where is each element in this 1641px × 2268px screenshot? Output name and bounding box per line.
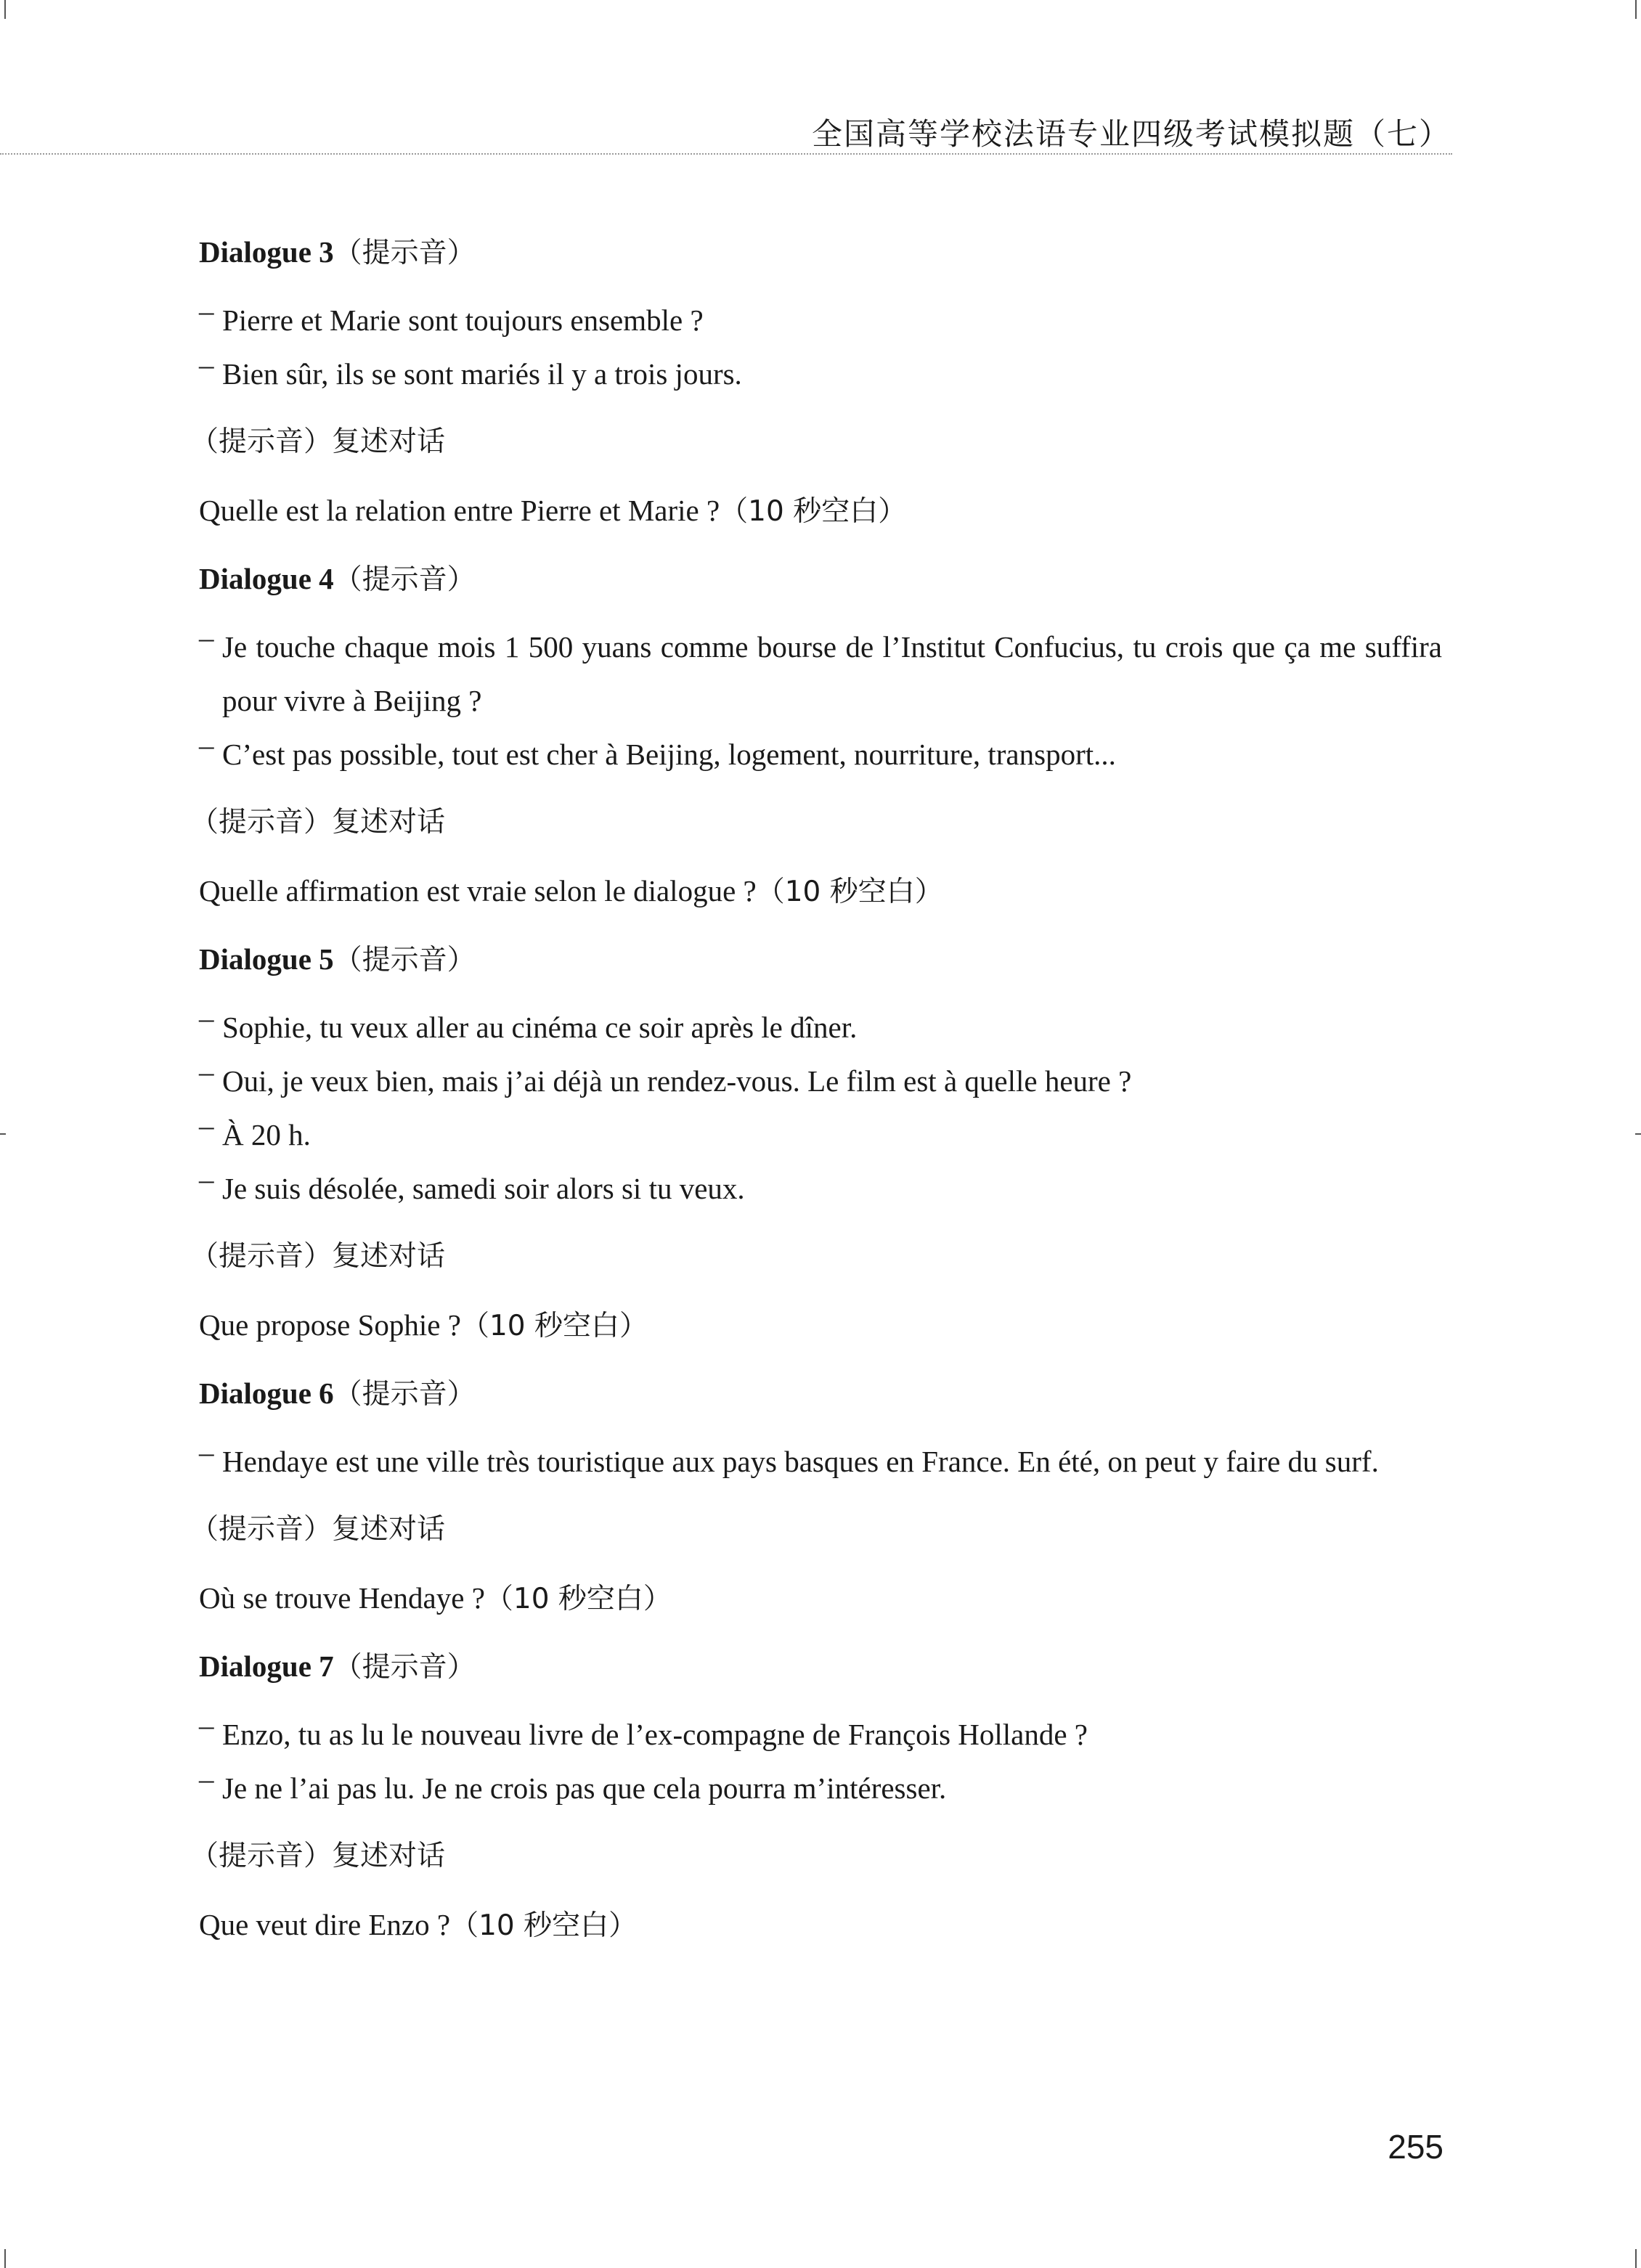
question: Où se trouve Hendaye ?（10 秒空白）	[199, 1581, 672, 1615]
repeat-cue: （提示音）复述对话	[190, 1513, 446, 1546]
dialogue-title: Dialogue 7（提示音）	[199, 1649, 476, 1684]
crop-mark-bottom-right	[1635, 2249, 1637, 2268]
dialogue-title: Dialogue 3（提示音）	[199, 235, 476, 269]
dialogue-title: Dialogue 5（提示音）	[199, 942, 476, 976]
dialogue-line: – Je ne l’ai pas lu. Je ne crois pas que cela pourra m’intéresser.	[199, 1762, 947, 1805]
dialogue-line: – Sophie, tu veux aller au cinéma ce soir après le dîner.	[199, 1001, 858, 1044]
question: Que veut dire Enzo ?（10 秒空白）	[199, 1908, 638, 1942]
repeat-cue: （提示音）复述对话	[190, 425, 446, 458]
page-number: 255	[1388, 2128, 1443, 2166]
running-head: 全国高等学校法语专业四级考试模拟题（七）	[811, 116, 1451, 152]
dialogue-line: – À 20 h.	[199, 1109, 311, 1151]
side-mark-right	[1635, 1133, 1641, 1135]
side-mark-left	[0, 1133, 6, 1135]
dialogue-line: – Enzo, tu as lu le nouveau livre de l’ex-compagne de François Hollande ?	[199, 1708, 1088, 1751]
crop-mark-bottom-left	[4, 2249, 6, 2268]
dialogue-line: – Hendaye est une ville très touristique aux pays basques en France. En été, on peut y faire du surf.	[199, 1435, 1379, 1478]
dialogue-list	[190, 225, 1442, 1951]
crop-mark-top-right	[1635, 0, 1637, 19]
dialogue-line: – Bien sûr, ils se sont mariés il y a trois jours.	[199, 348, 742, 391]
crop-mark-top-left	[4, 0, 6, 19]
header-dotted-rule	[0, 153, 1452, 155]
dialogue-title: Dialogue 6（提示音）	[199, 1376, 476, 1411]
dialogue-line: – Je touche chaque mois 1 500 yuans comme bourse de l’Institut Confucius, tu crois que ça me suffira pour vivre à Beijing ?	[199, 621, 1442, 717]
dialogue-line: – C’est pas possible, tout est cher à Beijing, logement, nourriture, transport...	[199, 728, 1116, 771]
question: Quelle est la relation entre Pierre et Marie ?（10 秒空白）	[199, 494, 907, 528]
dialogue-line: – Oui, je veux bien, mais j’ai déjà un rendez-vous. Le film est à quelle heure ?	[199, 1055, 1132, 1098]
dialogue-line: – Je suis désolée, samedi soir alors si tu veux.	[199, 1162, 745, 1205]
repeat-cue: （提示音）复述对话	[190, 1840, 446, 1872]
dialogue-title: Dialogue 4（提示音）	[199, 562, 476, 596]
question: Que propose Sophie ?（10 秒空白）	[199, 1308, 648, 1342]
dialogue-line: – Pierre et Marie sont toujours ensemble ?	[199, 294, 704, 337]
repeat-cue: （提示音）复述对话	[190, 806, 446, 839]
question: Quelle affirmation est vraie selon le dialogue ?（10 秒空白）	[199, 874, 943, 908]
repeat-cue: （提示音）复述对话	[190, 1240, 446, 1273]
